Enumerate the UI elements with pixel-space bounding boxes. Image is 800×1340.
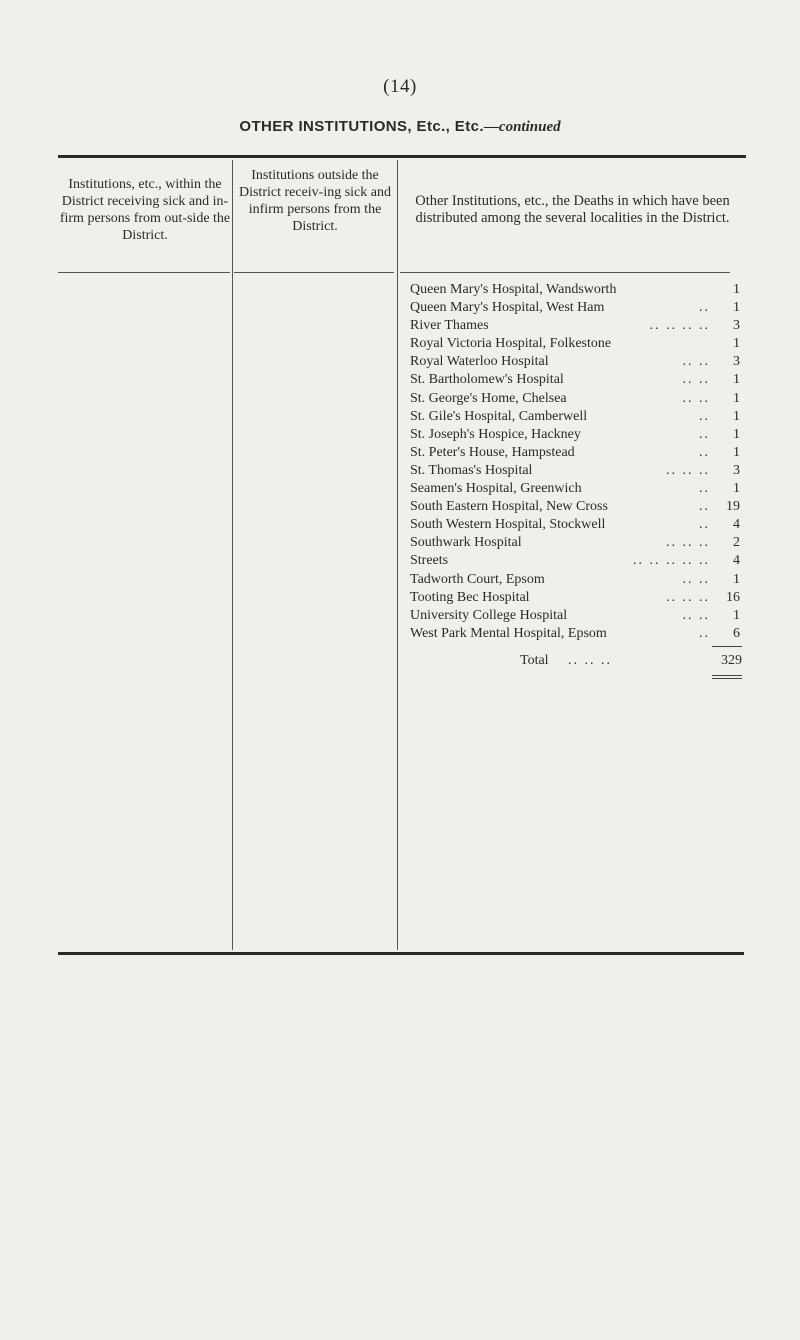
institution-name: University College Hospital — [410, 607, 568, 623]
table-row — [410, 498, 740, 516]
table-row — [410, 281, 740, 299]
leader-dots: .. .. .. .. .. — [633, 553, 710, 569]
death-count: 1 — [733, 336, 740, 352]
institution-name: Seamen's Hospital, Greenwich — [410, 481, 582, 497]
column-header-other-institutions: Other Institutions, etc., the Deaths in which have been distributed among the several localities in the District. — [415, 193, 730, 226]
table-row — [410, 426, 740, 444]
table-row — [410, 534, 740, 552]
table-row — [410, 371, 740, 389]
death-count: 1 — [733, 571, 740, 587]
institution-list — [410, 281, 740, 643]
leader-dots: .. — [699, 481, 710, 497]
leader-dots: .. — [699, 408, 710, 424]
leader-dots: .. — [699, 517, 710, 533]
column-divider-2 — [397, 160, 398, 950]
institution-name: St. Peter's House, Hampstead — [410, 444, 575, 460]
leader-dots: .. — [699, 499, 710, 515]
death-count: 3 — [733, 462, 740, 478]
death-count: 1 — [733, 444, 740, 460]
leader-dots: .. — [699, 444, 710, 460]
page-number: (14) — [383, 76, 417, 97]
table-row — [410, 444, 740, 462]
institution-name: Tooting Bec Hospital — [410, 589, 530, 605]
institution-name: River Thames — [410, 318, 489, 334]
table-row — [410, 353, 740, 371]
leader-dots: .. — [699, 625, 710, 641]
leader-dots: .. .. .. .. — [649, 318, 710, 334]
column-header-outside-district: Institutions outside the District receiv-ing sick and infirm persons from the District. — [238, 168, 391, 234]
death-count: 19 — [726, 499, 740, 515]
institution-name: Streets — [410, 553, 449, 569]
leader-dots: .. .. — [682, 607, 710, 623]
institution-name: St. Joseph's Hospice, Hackney — [410, 426, 581, 442]
leader-dots: .. .. — [682, 372, 710, 388]
table-row — [410, 299, 740, 317]
table-row — [410, 552, 740, 570]
institution-name: West Park Mental Hospital, Epsom — [410, 625, 607, 641]
institution-name: Tadworth Court, Epsom — [410, 571, 545, 587]
death-count: 1 — [733, 282, 740, 297]
leader-dots: .. — [699, 300, 710, 316]
institution-name: South Western Hospital, Stockwell — [410, 517, 606, 533]
column-divider-1 — [232, 160, 233, 950]
death-count: 4 — [733, 553, 740, 569]
total-double-rule — [712, 675, 742, 676]
table-row — [410, 390, 740, 408]
leader-dots: .. .. .. — [666, 535, 710, 551]
total-double-rule — [712, 678, 742, 679]
institution-name: St. Bartholomew's Hospital — [410, 372, 564, 388]
death-count: 1 — [733, 481, 740, 497]
death-count: 3 — [733, 318, 740, 334]
institution-name: Queen Mary's Hospital, West Ham — [410, 300, 605, 316]
institution-name: St. George's Home, Chelsea — [410, 390, 567, 406]
death-count: 1 — [733, 426, 740, 442]
death-count: 1 — [733, 408, 740, 424]
institution-name: St. Thomas's Hospital — [410, 462, 533, 478]
table-row — [410, 317, 740, 335]
title-main: OTHER INSTITUTIONS, Etc., Etc. — [239, 118, 484, 135]
leader-dots: .. .. .. — [666, 462, 710, 478]
table-row — [410, 480, 740, 498]
institution-name: St. Gile's Hospital, Camberwell — [410, 408, 588, 424]
table-row — [410, 571, 740, 589]
table-row — [410, 408, 740, 426]
title-continued: —continued — [483, 119, 561, 135]
death-count: 1 — [733, 300, 740, 316]
table-row — [410, 335, 740, 353]
death-count: 6 — [733, 625, 740, 641]
leader-dots: .. — [699, 426, 710, 442]
total-value: 329 — [721, 653, 742, 668]
institution-name: South Eastern Hospital, New Cross — [410, 499, 608, 515]
leader-dots: .. .. — [682, 354, 710, 370]
table-row — [410, 607, 740, 625]
institution-name: Royal Waterloo Hospital — [410, 354, 549, 370]
table-top-rule — [58, 155, 746, 158]
table-row — [410, 589, 740, 607]
leader-dots: .. .. — [682, 571, 710, 587]
institution-name: Royal Victoria Hospital, Folkestone — [410, 336, 612, 352]
total-label: Total — [520, 653, 549, 668]
table-row — [410, 462, 740, 480]
sum-rule — [712, 646, 742, 647]
page-title — [0, 118, 800, 136]
leader-dots: .. .. — [682, 390, 710, 406]
death-count: 1 — [733, 372, 740, 388]
total-leader-dots: .. .. .. — [568, 653, 612, 668]
death-count: 1 — [733, 390, 740, 406]
death-count: 3 — [733, 354, 740, 370]
header-rule-1 — [58, 272, 230, 273]
institution-name: Queen Mary's Hospital, Wandsworth — [410, 282, 617, 297]
institution-name: Southwark Hospital — [410, 535, 522, 551]
death-count: 16 — [726, 589, 740, 605]
death-count: 1 — [733, 607, 740, 623]
header-rule-3 — [400, 272, 730, 273]
death-count: 4 — [733, 517, 740, 533]
leader-dots: .. .. .. — [666, 589, 710, 605]
death-count: 2 — [733, 535, 740, 551]
header-rule-2 — [234, 272, 394, 273]
column-header-within-district: Institutions, etc., within the District receiving sick and in-firm persons from out-side the District. — [59, 177, 231, 243]
table-bottom-rule — [58, 952, 744, 955]
table-row — [410, 625, 740, 643]
table-row — [410, 516, 740, 534]
